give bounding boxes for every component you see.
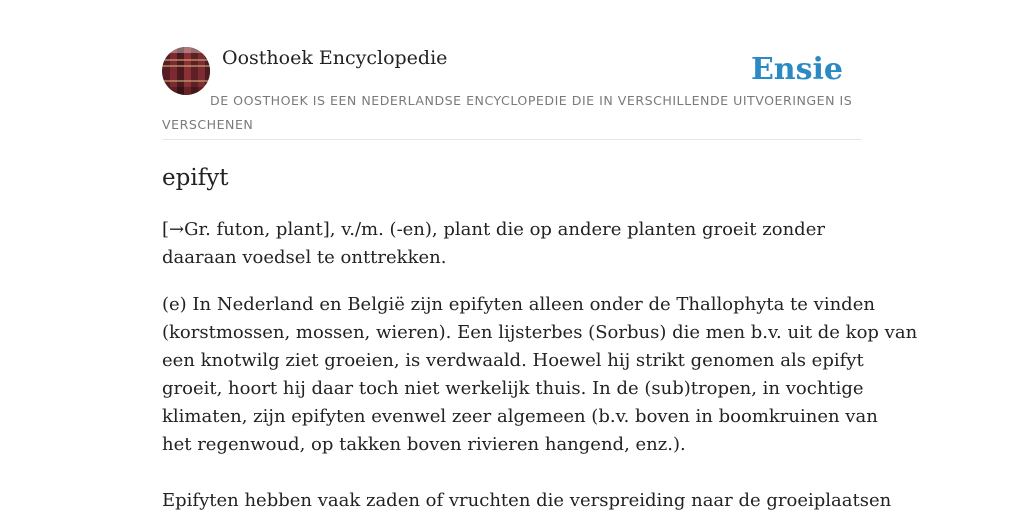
text-line: (korstmossen, mossen, wieren). Een lijsterbes (Sorbus) die men b.v. uit de kop van bbox=[162, 322, 918, 343]
text-line: klimaten, zijn epifyten evenwel zeer algemeen (b.v. boven in boomkruinen van bbox=[162, 406, 878, 427]
article-title: epifyt bbox=[162, 165, 229, 191]
text-line: een knotwilg ziet groeien, is verdwaald. Hoewel hij strikt genomen als epifyt bbox=[162, 350, 864, 371]
text-line: Epifyten hebben vaak zaden of vruchten die verspreiding naar de groeiplaatsen bbox=[162, 490, 892, 511]
page bbox=[162, 0, 918, 512]
article-paragraph-1 bbox=[162, 216, 866, 272]
publication-avatar[interactable] bbox=[162, 47, 210, 95]
text-line: [→Gr. futon, plant], v./m. (-en), plant die op andere planten groeit zonder bbox=[162, 219, 825, 240]
text-line: het regenwoud, op takken boven rivieren hangend, enz.). bbox=[162, 434, 686, 455]
site-logo[interactable]: Ensie bbox=[750, 52, 843, 87]
publication-name[interactable]: Oosthoek Encyclopedie bbox=[222, 47, 448, 69]
text-line: daaraan voedsel te onttrekken. bbox=[162, 247, 447, 268]
encyclopedia-books-icon bbox=[162, 47, 210, 95]
publication-header bbox=[162, 0, 862, 140]
text-line: (e) In Nederland en België zijn epifyten alleen onder de Thallophyta te vinden bbox=[162, 294, 875, 315]
publication-description: DE OOSTHOEK IS EEN NEDERLANDSE ENCYCLOPEDIE DIE IN VERSCHILLENDE UITVOERINGEN IS VERSCHENEN bbox=[162, 93, 853, 132]
text-line: groeit, hoort hij daar toch niet werkelijk thuis. In de (sub)tropen, in vochtige bbox=[162, 378, 864, 399]
article-paragraph-3 bbox=[162, 487, 892, 512]
article-paragraph-2 bbox=[162, 291, 918, 459]
